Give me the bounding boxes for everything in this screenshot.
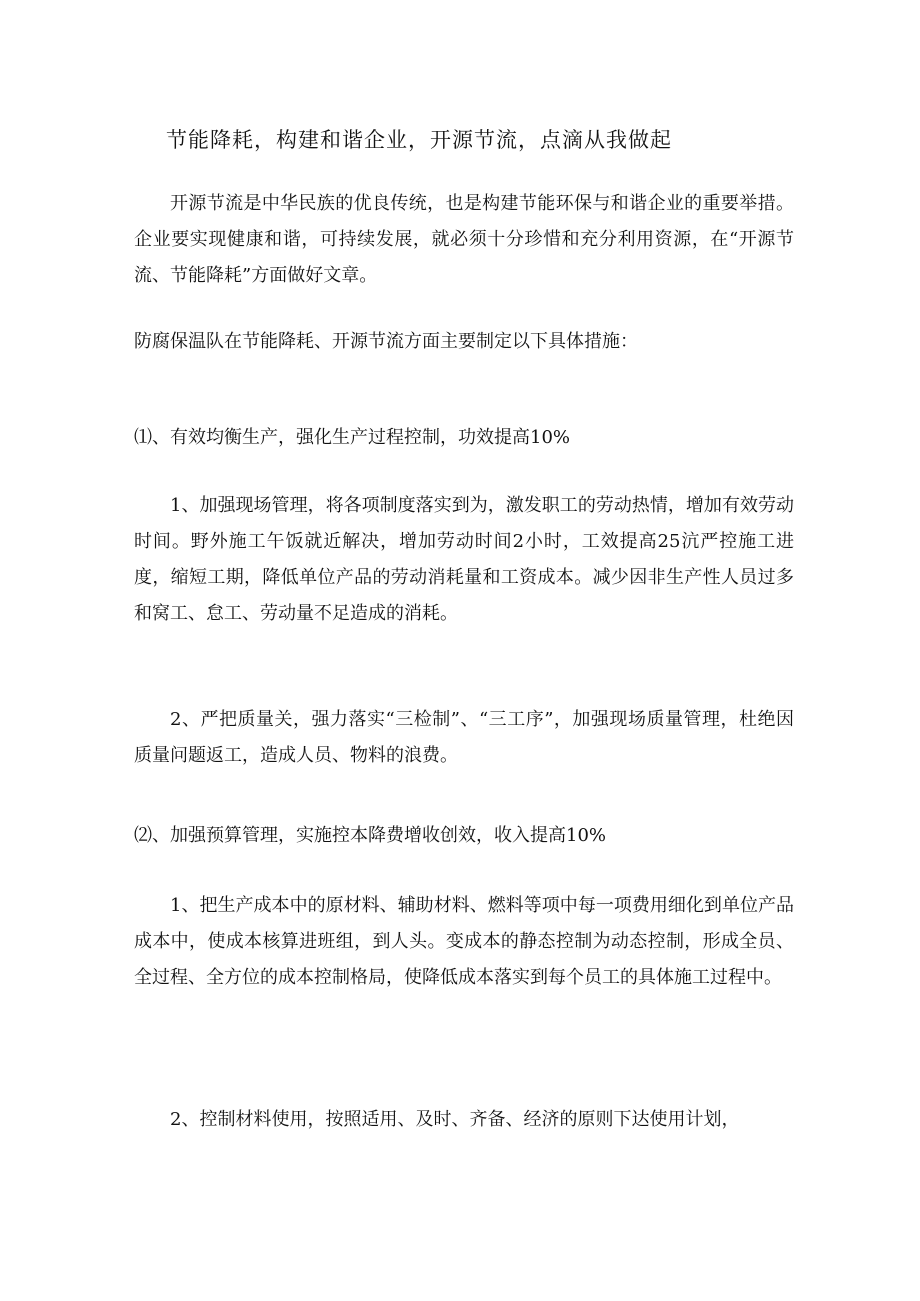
section-2-heading: ⑵、加强预算管理，实施控本降费增收创效，收入提高10% bbox=[134, 825, 607, 846]
document-title: 节能降耗，构建和谐企业，开源节流，点滴从我做起 bbox=[166, 128, 672, 152]
section-1-item-1: 1、加强现场管理，将各项制度落实到为，激发职工的劳动热情，增加有效劳动时间。野外施工午饭就近解决，增加劳动时间2小时，工效提高25沆严控施工进度，缩短工期，降低单位产品的劳动消耗量和工资成本。减少因非生产性人员过多和窝工、怠工、劳动量不足造成的消耗。 bbox=[134, 495, 794, 624]
section-2-item-2: 2、控制材料使用，按照适用、及时、齐备、经济的原则下达使用计划， bbox=[170, 1109, 740, 1130]
intro-paragraph: 开源节流是中华民族的优良传统，也是构建节能环保与和谐企业的重要举措。企业要实现健康和谐，可持续发展，就必须十分珍惜和充分利用资源，在“开源节流、节能降耗”方面做好文章。 bbox=[134, 193, 794, 286]
section-1-heading: ⑴、有效均衡生产，强化生产过程控制，功效提高10% bbox=[134, 427, 571, 448]
lead-paragraph: 防腐保温队在节能降耗、开源节流方面主要制定以下具体措施： bbox=[134, 331, 638, 352]
section-1-item-2: 2、严把质量关，强力落实“三检制”、“三工序”，加强现场质量管理，杜绝因质量问题返工，造成人员、物料的浪费。 bbox=[134, 709, 794, 766]
section-2-item-1: 1、把生产成本中的原材料、辅助材料、燃料等项中每一项费用细化到单位产品成本中，使成本核算进班组，到人头。变成本的静态控制为动态控制，形成全员、全过程、全方位的成本控制格局，使降低成本落实到每个员工的具体施工过程中。 bbox=[134, 895, 794, 988]
